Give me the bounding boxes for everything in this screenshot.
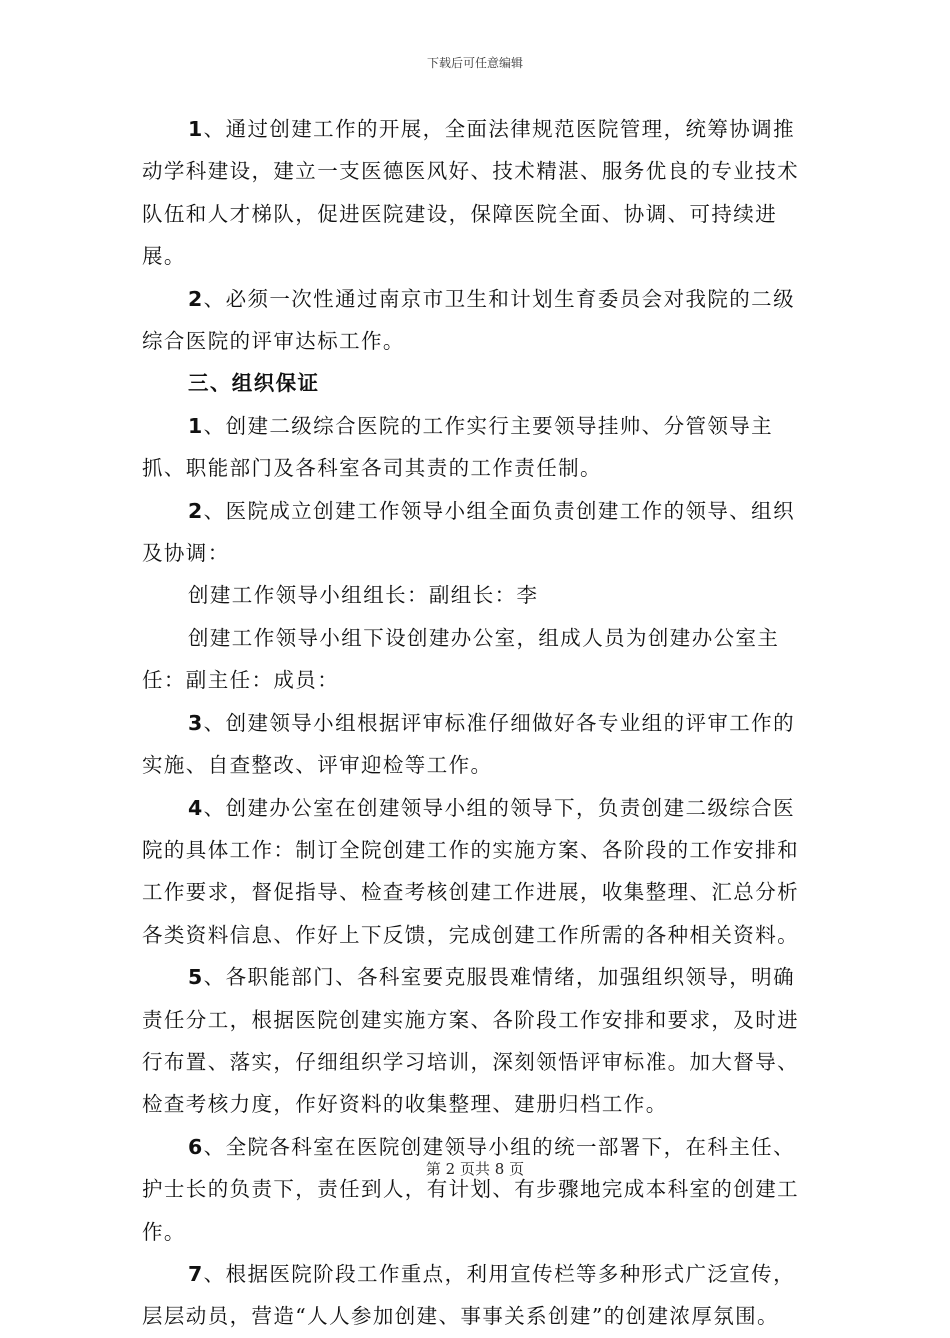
header-note: 下载后可任意编辑 [426, 56, 523, 70]
paragraph [142, 617, 810, 702]
paragraph [142, 1126, 810, 1253]
paragraph [142, 574, 810, 616]
paragraph-number: 2 [188, 286, 204, 311]
paragraph-number: 7 [188, 1261, 204, 1286]
paragraph-number: 1 [188, 413, 204, 438]
paragraph-number: 5 [188, 965, 204, 990]
paragraph-text: 、医院成立创建工作领导小组全面负责创建工作的领导、组织及协调： [142, 498, 795, 566]
paragraph-text: 、根据医院阶段工作重点，利用宣传栏等多种形式广泛宣传，层层动员，营造“人人参加创建、事事关系创建”的创建浓厚氛围。 [142, 1261, 795, 1329]
paragraph-number: 1 [188, 117, 204, 141]
paragraph-text: 、创建领导小组根据评审标准仔细做好各专业组的评审工作的实施、自查整改、评审迎检等工作。 [142, 710, 795, 778]
paragraph [142, 405, 810, 490]
document-body [142, 108, 810, 1338]
paragraph-text: 、各职能部门、各科室要克服畏难情绪，加强组织领导，明确责任分工，根据医院创建实施方案、各阶段工作安排和要求，及时进行布置、落实，仔细组织学习培训，深刻领悟评审标准。加大督导、检查考核力度，作好资料的收集整理、建册归档工作。 [142, 965, 799, 1117]
paragraph [142, 702, 810, 787]
page-number-footer: 第 2 页共 8 页 [425, 1160, 525, 1178]
paragraph-text: 、通过创建工作的开展，全面法律规范医院管理，统筹协调推动学科建设，建立一支医德医风好、技术精湛、服务优良的专业技术队伍和人才梯队，促进医院建设，保障医院全面、协调、可持续进展。 [142, 117, 799, 269]
paragraph-text: 、创建二级综合医院的工作实行主要领导挂帅、分管领导主抓、职能部门及各科室各司其责的工作责任制。 [142, 413, 774, 481]
paragraph-number: 6 [188, 1134, 204, 1159]
paragraph [142, 956, 810, 1126]
paragraph-text: 创建工作领导小组组长：副组长：李 [188, 583, 539, 608]
section-heading-text: 三、组织保证 [188, 371, 320, 396]
paragraph-text: 、创建办公室在创建领导小组的领导下，负责创建二级综合医院的具体工作：制订全院创建工作的实施方案、各阶段的工作安排和工作要求，督促指导、检查考核创建工作进展，收集整理、汇总分析各类资料信息、作好上下反馈，完成创建工作所需的各种相关资料。 [142, 795, 799, 947]
paragraph-text: 、必须一次性通过南京市卫生和计划生育委员会对我院的二级综合医院的评审达标工作。 [142, 286, 795, 354]
paragraph [142, 1253, 810, 1338]
paragraph-number: 3 [188, 710, 204, 735]
paragraph-number: 4 [188, 795, 204, 820]
paragraph [142, 108, 810, 278]
paragraph-text: 、全院各科室在医院创建领导小组的统一部署下，在科主任、护士长的负责下，责任到人，有计划、有步骤地完成本科室的创建工作。 [142, 1134, 799, 1244]
paragraph [142, 490, 810, 575]
paragraph [142, 278, 810, 363]
paragraph-text: 创建工作领导小组下设创建办公室，组成人员为创建办公室主任：副主任：成员： [142, 625, 780, 693]
paragraph-number: 2 [188, 498, 204, 523]
paragraph [142, 787, 810, 957]
section-heading [142, 362, 810, 404]
